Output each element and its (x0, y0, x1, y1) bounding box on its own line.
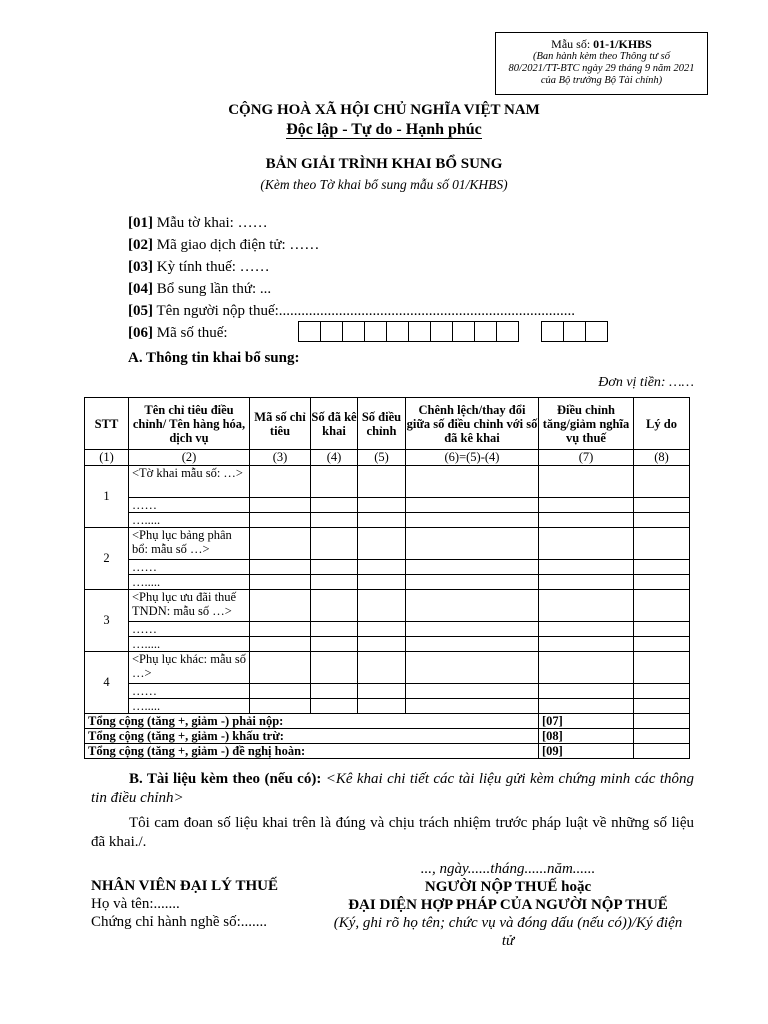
item-cell[interactable]: <Phụ lục bảng phân bổ: mẫu số …> (129, 528, 250, 560)
item-cell[interactable]: …… (129, 622, 250, 637)
item-cell[interactable]: …… (129, 498, 250, 513)
stt-cell: 3 (85, 590, 129, 652)
empty-cell[interactable] (634, 513, 690, 528)
field-text: Mã số thuế: (153, 325, 228, 341)
empty-cell[interactable] (250, 513, 311, 528)
empty-cell[interactable] (250, 590, 311, 622)
empty-cell[interactable] (358, 498, 406, 513)
col-header: Chênh lệch/thay đổi giữa số điều chỉnh với số đã kê khai (406, 398, 539, 450)
table-row (85, 513, 690, 528)
tax-id-digit-box[interactable] (386, 321, 408, 342)
empty-cell[interactable] (311, 466, 358, 498)
form-note-line2: 80/2021/TT-BTC ngày 29 tháng 9 năm 2021 (508, 63, 695, 74)
tax-id-group (298, 321, 519, 342)
empty-cell[interactable] (311, 560, 358, 575)
sign-note: (Ký, ghi rõ họ tên; chức vụ và đóng dấu (nếu có))/Ký điện tử (333, 915, 683, 949)
empty-cell[interactable] (539, 528, 634, 560)
empty-cell[interactable] (634, 575, 690, 590)
empty-cell[interactable] (406, 575, 539, 590)
sign-date: ..., ngày......tháng......năm...... (420, 861, 596, 877)
table-row (85, 590, 690, 622)
empty-cell[interactable] (539, 622, 634, 637)
tax-id-digit-box[interactable] (585, 321, 607, 342)
total-row-deductible (85, 729, 690, 744)
field-taxpayer-name (128, 303, 575, 320)
table-row (85, 652, 690, 684)
column-index-row (85, 450, 690, 466)
field-supplement-number (128, 281, 271, 298)
col-header: Số điều chỉnh (358, 398, 406, 450)
pledge-text: Tôi cam đoan số liệu khai trên là đúng và chịu trách nhiệm trước pháp luật về những số liệu đã khai./. (91, 815, 694, 850)
motto (0, 121, 768, 139)
empty-cell[interactable] (358, 560, 406, 575)
field-text: Mẫu tờ khai: …… (153, 215, 268, 231)
tax-agent-title: NHÂN VIÊN ĐẠI LÝ THUẾ (91, 878, 278, 894)
empty-cell[interactable] (311, 684, 358, 699)
section-b-text: <Kê khai chi tiết các tài liệu gửi kèm chứng minh các thông tin điều chỉnh> (91, 771, 694, 806)
form-code (496, 37, 707, 51)
empty-cell[interactable] (634, 466, 690, 498)
empty-cell[interactable] (311, 622, 358, 637)
col-index: (3) (250, 450, 311, 466)
total-label: Tổng cộng (tăng +, giảm -) phải nộp: (85, 714, 539, 729)
empty-cell[interactable] (311, 528, 358, 560)
field-text: Tên người nộp thuế:............................................................................... (153, 303, 576, 319)
legal-representative-title: ĐẠI DIỆN HỢP PHÁP CỦA NGƯỜI NỘP THUẾ (348, 897, 668, 913)
table-row (85, 575, 690, 590)
motto-text: Độc lập - Tự do - Hạnh phúc (286, 121, 482, 138)
item-cell[interactable]: <Tờ khai mẫu số: …> (129, 466, 250, 498)
col-index: (6)=(5)-(4) (406, 450, 539, 466)
empty-cell[interactable] (634, 729, 690, 744)
total-label: Tổng cộng (tăng +, giảm -) đề nghị hoàn: (85, 744, 539, 759)
empty-cell[interactable] (406, 684, 539, 699)
empty-cell[interactable] (311, 513, 358, 528)
nation-name: CỘNG HOÀ XÃ HỘI CHỦ NGHĨA VIỆT NAM (228, 102, 540, 118)
empty-cell[interactable] (358, 528, 406, 560)
empty-cell[interactable] (358, 590, 406, 622)
empty-cell[interactable] (311, 637, 358, 652)
field-code: [04] (128, 281, 153, 297)
tax-id-digit-box[interactable] (364, 321, 386, 342)
table-row (85, 560, 690, 575)
empty-cell[interactable] (406, 622, 539, 637)
empty-cell[interactable] (250, 637, 311, 652)
table-row (85, 699, 690, 714)
table-row (85, 498, 690, 513)
total-code[interactable]: [08] (539, 729, 634, 744)
empty-cell[interactable] (406, 699, 539, 714)
empty-cell[interactable] (634, 684, 690, 699)
empty-cell[interactable] (539, 498, 634, 513)
form-code-value: 01-1/KHBS (593, 37, 652, 51)
empty-cell[interactable] (539, 513, 634, 528)
field-code: [05] (128, 303, 153, 319)
table-row (85, 684, 690, 699)
field-code: [02] (128, 237, 153, 253)
field-text: Bổ sung lần thứ: ... (153, 281, 272, 297)
field-tax-id (128, 325, 228, 342)
tax-id-digit-box[interactable] (452, 321, 474, 342)
empty-cell[interactable] (311, 498, 358, 513)
empty-cell[interactable] (634, 714, 690, 729)
item-cell[interactable]: …… (129, 684, 250, 699)
empty-cell[interactable] (634, 498, 690, 513)
empty-cell[interactable] (358, 699, 406, 714)
document-subtitle: (Kèm theo Tờ khai bổ sung mẫu số 01/KHBS) (260, 177, 508, 192)
empty-cell[interactable] (634, 637, 690, 652)
empty-cell[interactable] (358, 684, 406, 699)
table-row (85, 466, 690, 498)
form-code-box (495, 32, 708, 95)
empty-cell[interactable] (250, 652, 311, 684)
total-row-refund (85, 744, 690, 759)
empty-cell[interactable] (250, 466, 311, 498)
empty-cell[interactable] (358, 466, 406, 498)
col-header: STT (85, 398, 129, 450)
field-tax-period (128, 259, 270, 276)
empty-cell[interactable] (311, 652, 358, 684)
empty-cell[interactable] (539, 699, 634, 714)
empty-cell[interactable] (634, 744, 690, 759)
total-code[interactable]: [09] (539, 744, 634, 759)
empty-cell[interactable] (539, 590, 634, 622)
field-transaction-code (128, 237, 319, 254)
empty-cell[interactable] (406, 637, 539, 652)
section-a-heading: A. Thông tin khai bổ sung: (128, 350, 300, 366)
table-header-row (85, 398, 690, 450)
total-row-payable (85, 714, 690, 729)
document-title: BẢN GIẢI TRÌNH KHAI BỔ SUNG (265, 156, 503, 172)
field-code: [03] (128, 259, 153, 275)
empty-cell[interactable] (539, 684, 634, 699)
taxpayer-signature-block (318, 860, 698, 950)
form-note-line1: (Ban hành kèm theo Thông tư số (533, 51, 670, 62)
tax-id-digit-box[interactable] (474, 321, 496, 342)
empty-cell[interactable] (406, 498, 539, 513)
empty-cell[interactable] (634, 590, 690, 622)
col-index: (4) (311, 450, 358, 466)
col-index: (2) (129, 450, 250, 466)
section-b-paragraph (91, 770, 694, 808)
col-header: Tên chỉ tiêu điều chỉnh/ Tên hàng hóa, dịch vụ (129, 398, 250, 450)
tax-agent-cert: Chứng chỉ hành nghề số:....... (91, 914, 268, 930)
item-cell[interactable]: …..... (129, 513, 250, 528)
empty-cell[interactable] (406, 466, 539, 498)
col-header: Lý do (634, 398, 690, 450)
tax-id-digit-box[interactable] (320, 321, 342, 342)
empty-cell[interactable] (406, 590, 539, 622)
empty-cell[interactable] (634, 560, 690, 575)
empty-cell[interactable] (358, 622, 406, 637)
col-header: Điều chỉnh tăng/giảm nghĩa vụ thuế (539, 398, 634, 450)
empty-cell[interactable] (406, 528, 539, 560)
tax-id-boxes[interactable] (298, 321, 608, 343)
section-b-label: B. Tài liệu kèm theo (nếu có): (129, 771, 326, 787)
empty-cell[interactable] (250, 699, 311, 714)
empty-cell[interactable] (406, 652, 539, 684)
empty-cell[interactable] (634, 622, 690, 637)
taxpayer-title: NGƯỜI NỘP THUẾ hoặc (424, 879, 592, 895)
field-text: Mã giao dịch điện tử: …… (153, 237, 320, 253)
empty-cell[interactable] (250, 528, 311, 560)
empty-cell[interactable] (311, 590, 358, 622)
item-cell[interactable]: …… (129, 560, 250, 575)
empty-cell[interactable] (406, 513, 539, 528)
total-code[interactable]: [07] (539, 714, 634, 729)
field-form-type (128, 215, 268, 232)
empty-cell[interactable] (250, 498, 311, 513)
col-header: Số đã kê khai (311, 398, 358, 450)
item-cell[interactable]: …..... (129, 637, 250, 652)
table-row (85, 637, 690, 652)
empty-cell[interactable] (250, 560, 311, 575)
col-index: (1) (85, 450, 129, 466)
tax-id-digit-box[interactable] (496, 321, 518, 342)
table-row (85, 528, 690, 560)
form-note-line3: của Bộ trưởng Bộ Tài chính) (540, 75, 663, 86)
empty-cell[interactable] (358, 575, 406, 590)
currency-unit: Đơn vị tiền: …… (598, 375, 694, 390)
item-cell[interactable]: …..... (129, 699, 250, 714)
item-cell[interactable]: …..... (129, 575, 250, 590)
col-index: (7) (539, 450, 634, 466)
tax-id-digit-box[interactable] (430, 321, 452, 342)
tax-id-digit-box[interactable] (342, 321, 364, 342)
empty-cell[interactable] (634, 699, 690, 714)
empty-cell[interactable] (311, 699, 358, 714)
field-code: [06] (128, 325, 153, 341)
item-cell[interactable]: <Phụ lục ưu đãi thuế TNDN: mẫu số …> (129, 590, 250, 622)
empty-cell[interactable] (250, 575, 311, 590)
field-code: [01] (128, 215, 153, 231)
empty-cell[interactable] (358, 652, 406, 684)
field-text: Kỳ tính thuế: …… (153, 259, 270, 275)
tax-id-digit-box[interactable] (563, 321, 585, 342)
tax-id-digit-box[interactable] (408, 321, 430, 342)
stt-cell: 4 (85, 652, 129, 714)
supplement-table (84, 397, 690, 759)
empty-cell[interactable] (539, 560, 634, 575)
empty-cell[interactable] (634, 528, 690, 560)
stt-cell: 2 (85, 528, 129, 590)
empty-cell[interactable] (250, 622, 311, 637)
pledge-paragraph (91, 814, 694, 852)
empty-cell[interactable] (250, 684, 311, 699)
tax-agent-block (91, 877, 278, 931)
table-row (85, 622, 690, 637)
empty-cell[interactable] (539, 466, 634, 498)
empty-cell[interactable] (539, 575, 634, 590)
empty-cell[interactable] (406, 560, 539, 575)
tax-id-branch-group (541, 321, 608, 342)
tax-id-digit-box[interactable] (298, 321, 320, 342)
stt-cell: 1 (85, 466, 129, 528)
col-header: Mã số chỉ tiêu (250, 398, 311, 450)
empty-cell[interactable] (358, 637, 406, 652)
tax-id-digit-box[interactable] (541, 321, 563, 342)
item-cell[interactable]: <Phụ lục khác: mẫu số …> (129, 652, 250, 684)
empty-cell[interactable] (311, 575, 358, 590)
empty-cell[interactable] (539, 637, 634, 652)
empty-cell[interactable] (539, 652, 634, 684)
col-index: (5) (358, 450, 406, 466)
tax-id-separator (519, 321, 541, 343)
total-label: Tổng cộng (tăng +, giảm -) khấu trừ: (85, 729, 539, 744)
empty-cell[interactable] (634, 652, 690, 684)
tax-agent-name: Họ và tên:....... (91, 896, 180, 912)
col-index: (8) (634, 450, 690, 466)
form-code-label: Mẫu số: (551, 37, 594, 51)
empty-cell[interactable] (358, 513, 406, 528)
